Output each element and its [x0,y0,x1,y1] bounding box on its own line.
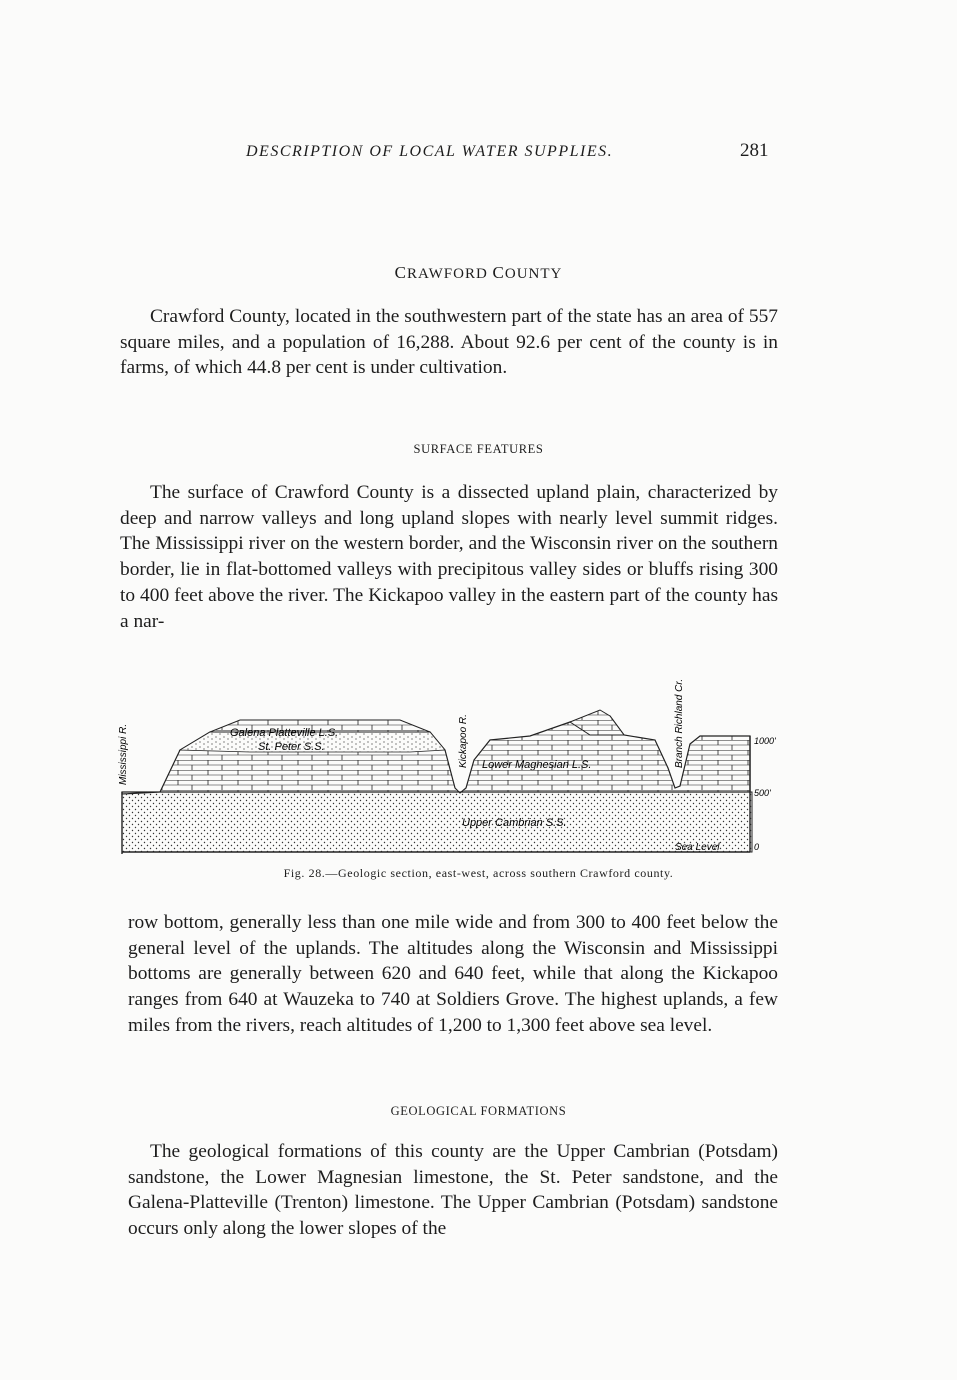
section-title-part-2: OUNTY [504,266,563,282]
limestone-layers [122,716,750,794]
section-title-initial-1: C [394,263,407,282]
surface-paragraph-1-text: The surface of Crawford County is a dissected upland plain, characterized by deep and narrow valleys and long upland slopes with nearly level summit ridges. The Mississippi river on the western border, and the Wisconsin river on the southern border, lie in flat-bottomed valleys with precipitous valley sides or bluffs rising 300 to 400 feet above the river. The Kickapoo valley in the eastern part of the county has a nar- [120,482,778,632]
surface-paragraph-2: row bottom, generally less than one mile wide and from 300 to 400 feet below the general level of the uplands. The altitudes along the Wisconsin and Mississippi bottoms are generally between 620 and 640 feet, while that along the Kickapoo ranges from 640 at Wauzeka to 740 at Soldiers Grove. The highest uplands, a few miles from the rivers, reach altitudes of 1,200 to 1,300 feet above sea level. [128,912,778,1036]
section-title-initial-2: C [492,263,505,282]
elevation-1000-label: 1000' [754,736,776,746]
mississippi-river-label: Mississippi R. [118,723,129,785]
geological-paragraph-text: The geological formations of this county are the Upper Cambrian (Potsdam) sandstone, the Lower Magnesian limestone, the St. Peter sandstone, and the Galena-Platteville (Trenton) limestone. The Upper Cambrian (Potsdam) sandstone occurs only along the lower slopes of the [128,1141,778,1240]
intro-paragraph [120,304,778,381]
surface-features-heading: SURFACE FEATURES [413,442,544,456]
surface-paragraph-1 [120,480,778,634]
elevation-0-label: 0 [754,842,760,852]
upper-cambrian-label: Upper Cambrian S.S. [462,817,567,829]
page-number: 281 [740,140,769,161]
elevation-500-label: 500' [754,788,771,798]
geological-paragraph [128,1139,778,1242]
section-title-part-1: RAWFORD [406,266,493,282]
sea-level-label: Sea Level [675,842,720,853]
st-peter-label: St. Peter S.S. [258,741,325,753]
lower-magnesian-label: Lower Magnesian L.S. [482,759,592,771]
figure-caption: Fig. 28.—Geologic section, east-west, across southern Crawford county. [283,866,674,880]
section-title [0,263,957,283]
geologic-section-figure [110,640,790,860]
galena-platteville-label: Galena Platteville L.S. [230,727,339,739]
kickapoo-river-label: Kickapoo R. [458,714,469,768]
upper-cambrian-layer [122,792,752,852]
branch-richland-creek-label: Branch Richland Cr. [674,678,685,768]
geological-formations-heading: GEOLOGICAL FORMATIONS [390,1104,567,1118]
running-header: DESCRIPTION OF LOCAL WATER SUPPLIES. [246,143,614,160]
intro-paragraph-text: Crawford County, located in the southwestern part of the state has an area of 557 square miles, and a population of 16,288. About 92.6 per cent of the county is in farms, of which 44.8 per cent is under cultivation. [120,306,778,379]
